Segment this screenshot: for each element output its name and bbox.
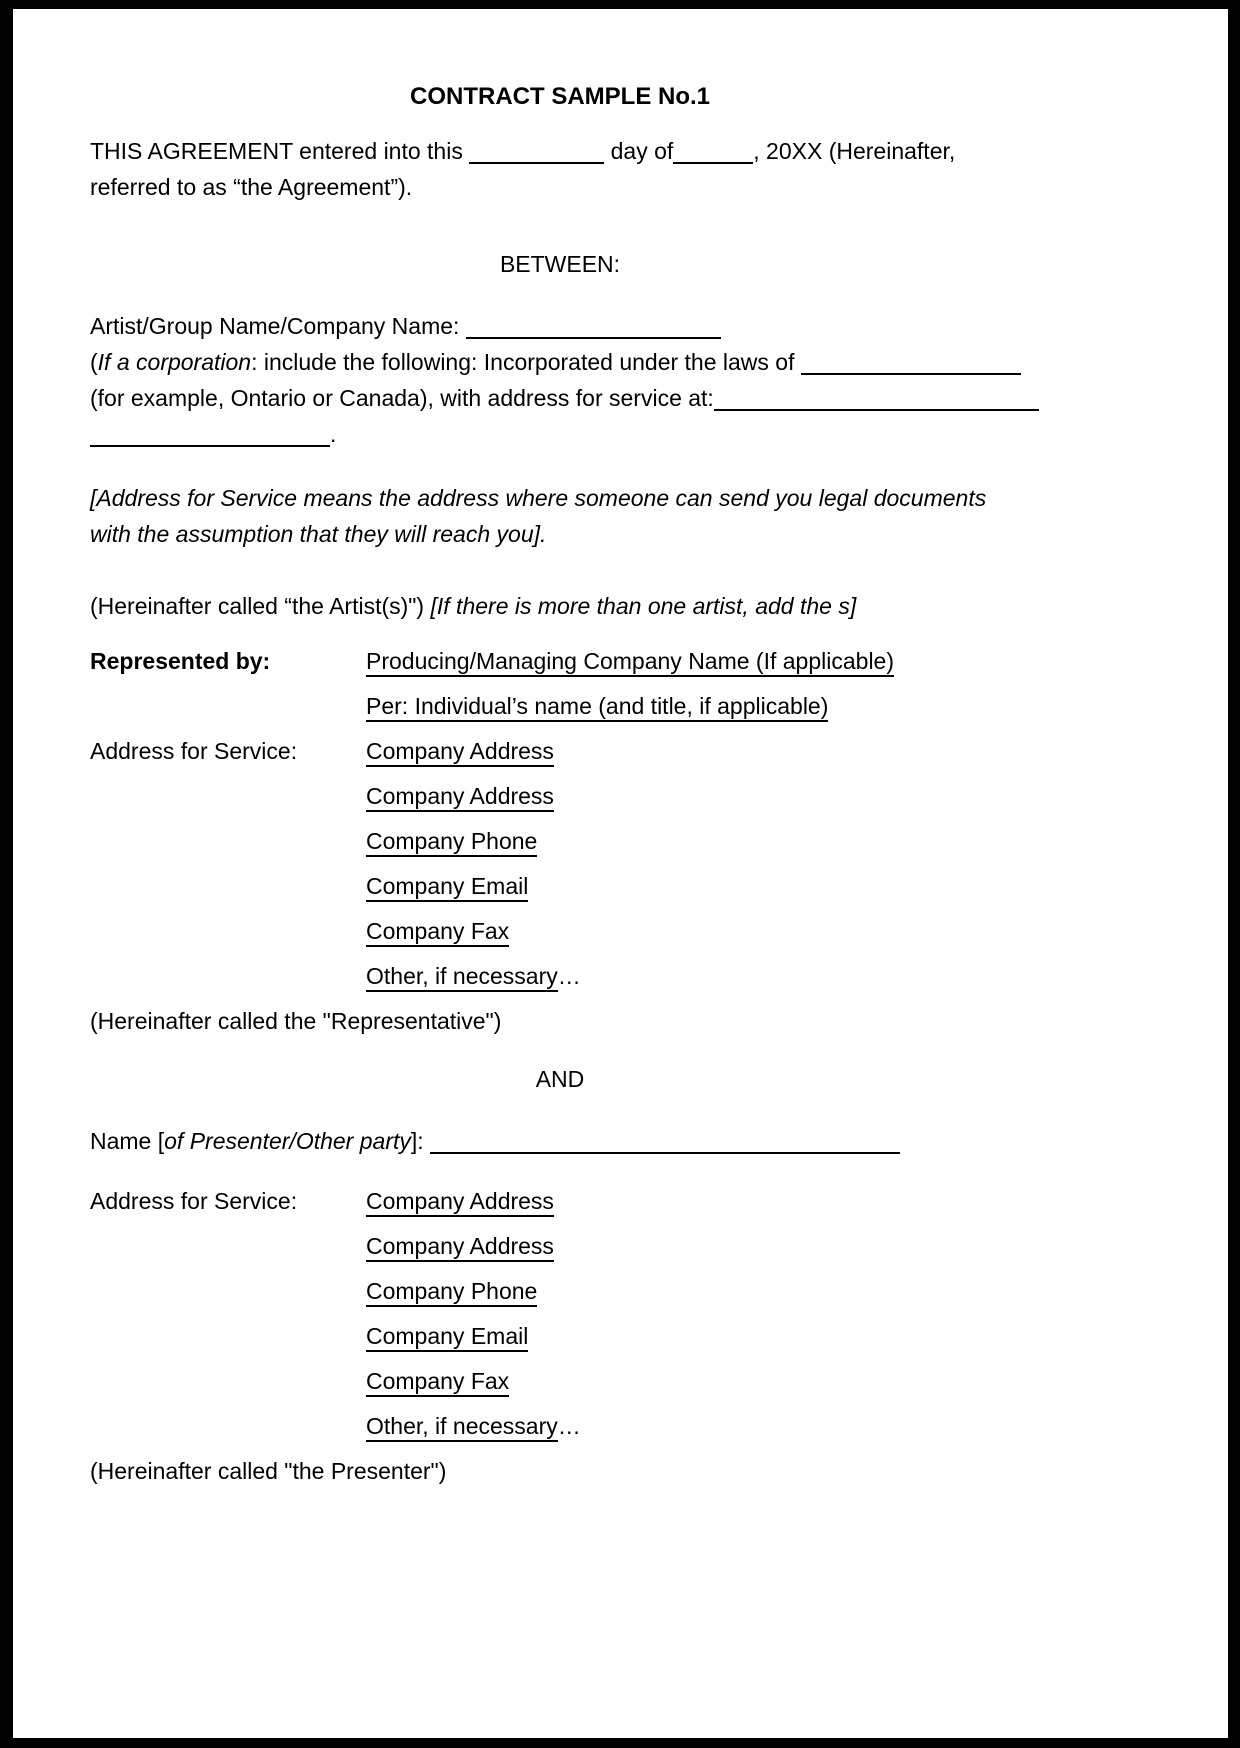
artist-identification-block [90,308,1160,452]
pres-phone-value [366,1273,1160,1309]
pres-company-address-2: Company Address [366,1233,554,1262]
artist-name-label: Artist/Group Name/Company Name: [90,313,460,339]
blank-line-service-address [714,386,1039,411]
pres-address-row-1 [90,1183,1160,1219]
pres-address-value-2 [366,1228,1160,1264]
per-row-value [366,688,1160,724]
pres-email-row [90,1318,1160,1354]
blank-line-day [469,139,604,164]
intro-text-before-day: THIS AGREEMENT entered into this [90,138,463,164]
rep-fax-row [90,913,1160,949]
rep-address-label: Address for Service: [90,738,298,764]
between-heading: BETWEEN: [499,251,621,277]
corporation-rest-text: : include the following: Incorporated under the laws of [251,349,795,375]
note-line1: [Address for Service means the address where someone can send you legal documents [90,485,987,511]
pres-email-value [366,1318,1160,1354]
note-line2: with the assumption that they will reach you]. [90,521,547,547]
pres-company-address-1: Company Address [366,1188,554,1217]
rep-company-email: Company Email [366,873,528,902]
rep-other-row [90,958,1160,994]
rep-address-spacer-1 [90,778,366,814]
presenter-name-close: ]: [410,1128,424,1154]
blank-line-month [673,139,753,164]
representative-hereinafter-line: (Hereinafter called the "Representative") [90,1008,502,1034]
rep-fax-spacer [90,913,366,949]
example-jurisdiction-text: (for example, Ontario or Canada), with address for service at: [90,385,714,411]
pres-company-email: Company Email [366,1323,528,1352]
rep-address-value-2 [366,778,1160,814]
pres-address-spacer-1 [90,1228,366,1264]
presenter-name-line [90,1123,1160,1159]
pres-fax-row [90,1363,1160,1399]
rep-other-line: Other, if necessary [366,963,558,992]
rep-address-row-1 [90,733,1160,769]
pres-address-row-2 [90,1228,1160,1264]
represented-by-value [366,643,1160,679]
rep-other-value [366,958,1160,994]
per-row-spacer [90,688,366,724]
pres-other-line: Other, if necessary [366,1413,558,1442]
blank-line-presenter-name [430,1129,900,1154]
blank-line-laws [801,350,1021,375]
pres-phone-spacer [90,1273,366,1309]
rep-phone-row [90,823,1160,859]
rep-company-phone: Company Phone [366,828,537,857]
rep-address-value-1 [366,733,1160,769]
rep-other-spacer [90,958,366,994]
intro-text-year: , 20XX (Hereinafter, [753,138,956,164]
corporation-open-paren: ( [90,349,98,375]
pres-other-spacer [90,1408,366,1444]
presenter-name-plain: Name [ [90,1128,165,1154]
pres-email-spacer [90,1318,366,1354]
rep-other-ellipsis: … [557,963,581,989]
intro-paragraph [90,133,1160,205]
presenter-hereinafter-line: (Hereinafter called "the Presenter") [90,1458,447,1484]
pres-company-fax: Company Fax [366,1368,509,1397]
producing-company-line: Producing/Managing Company Name (If applicable) [366,648,894,677]
per-individual-line: Per: Individual’s name (and title, if applicable) [366,693,828,722]
rep-email-row [90,868,1160,904]
pres-company-phone: Company Phone [366,1278,537,1307]
presenter-name-italic: of Presenter/Other party [164,1128,411,1154]
pres-fax-value [366,1363,1160,1399]
represented-by-row [90,643,1160,679]
pres-address-value-1 [366,1183,1160,1219]
page-title: CONTRACT SAMPLE No.1 [410,83,710,110]
pres-phone-row [90,1273,1160,1309]
and-heading: AND [535,1066,585,1092]
rep-company-address-1: Company Address [366,738,554,767]
rep-email-value [366,868,1160,904]
rep-phone-value [366,823,1160,859]
pres-other-ellipsis: … [557,1413,581,1439]
per-row [90,688,1160,724]
blank-line-artist-name [466,314,721,339]
pres-address-label: Address for Service: [90,1188,298,1214]
rep-fax-value [366,913,1160,949]
rep-company-address-2: Company Address [366,783,554,812]
intro-text-day-of: day of [610,138,674,164]
blank-line-service-address-2 [90,422,330,447]
pres-other-value [366,1408,1160,1444]
artist-hereinafter-plain: (Hereinafter called “the Artist(s)") [90,593,425,619]
intro-text-line2: referred to as “the Agreement”). [90,174,413,200]
rep-email-spacer [90,868,366,904]
rep-address-row-2 [90,778,1160,814]
pres-fax-spacer [90,1363,366,1399]
corporation-italic-text: If a corporation [97,349,252,375]
rep-phone-spacer [90,823,366,859]
address-for-service-note [90,480,1160,552]
artist-hereinafter-line [90,588,1160,624]
represented-by-label: Represented by: [90,648,271,674]
pres-other-row [90,1408,1160,1444]
artist-hereinafter-italic: [If there is more than one artist, add the s] [430,593,857,619]
trailing-period: . [330,421,337,447]
rep-company-fax: Company Fax [366,918,509,947]
